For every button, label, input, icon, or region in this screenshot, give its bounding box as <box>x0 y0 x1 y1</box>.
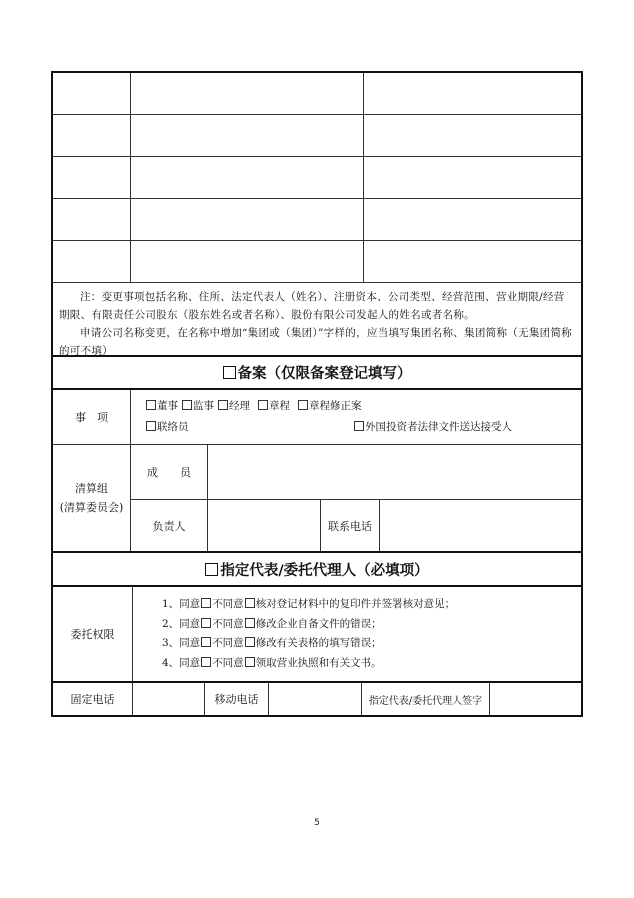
disagree-label: 不同意 <box>212 598 244 610</box>
table-row <box>53 199 581 241</box>
item-number: 1、 <box>162 598 180 610</box>
item-number: 2、 <box>162 617 180 630</box>
table-cell[interactable] <box>131 199 364 240</box>
disagree-label: 不同意 <box>212 637 244 649</box>
checkbox-icon[interactable] <box>354 421 364 431</box>
checkbox-icon[interactable] <box>182 400 192 410</box>
liquidation-label-line: 清算组 <box>75 482 108 495</box>
disagree-label: 不同意 <box>212 656 244 669</box>
matters-line <box>145 417 567 438</box>
disagree-checkbox[interactable] <box>245 598 255 608</box>
matters-options <box>131 390 581 444</box>
head-field[interactable] <box>208 500 321 551</box>
checkbox-icon[interactable] <box>146 400 156 410</box>
page-number: 5 <box>314 818 320 828</box>
option-director[interactable] <box>145 396 178 417</box>
checkbox-icon[interactable] <box>298 400 308 410</box>
table-row <box>53 157 581 199</box>
agree-label: 同意 <box>179 656 201 669</box>
members-row <box>131 445 581 500</box>
option-foreign-investor-agent[interactable] <box>353 417 512 438</box>
contact-phone-label: 联系电话 <box>321 500 380 551</box>
table-cell[interactable] <box>364 199 581 240</box>
option-label: 联络员 <box>157 421 189 433</box>
table-cell[interactable] <box>131 115 364 156</box>
option-label: 经理 <box>229 400 250 412</box>
table-row <box>53 73 581 115</box>
disagree-checkbox[interactable] <box>245 657 255 667</box>
disagree-checkbox[interactable] <box>245 637 255 647</box>
checkbox-icon[interactable] <box>218 400 228 410</box>
authority-text: 修改企业自备文件的错误； <box>255 617 382 630</box>
checkbox-icon[interactable] <box>146 421 156 431</box>
authority-label: 委托权限 <box>53 587 133 681</box>
option-articles-amendment[interactable] <box>297 396 362 417</box>
note-paragraph: 申请公司名称变更，在名称中增加“集团或（集团）”字样的，应当填写集团名称、集团简称（无集团简称的可不填） <box>59 327 573 357</box>
option-articles[interactable] <box>257 396 290 417</box>
liquidation-label <box>53 445 131 551</box>
table-row <box>53 241 581 283</box>
table-cell[interactable] <box>53 241 131 282</box>
agree-label: 同意 <box>179 598 201 610</box>
agree-label: 同意 <box>179 617 201 630</box>
matters-line <box>145 396 567 417</box>
head-label: 负责人 <box>131 500 208 551</box>
table-cell[interactable] <box>364 115 581 156</box>
option-manager[interactable] <box>217 396 250 417</box>
authority-row <box>53 587 581 683</box>
filing-section-title <box>53 357 581 390</box>
authority-options <box>133 587 581 681</box>
members-field[interactable] <box>208 445 581 499</box>
table-cell[interactable] <box>53 115 131 156</box>
authority-item <box>162 615 581 635</box>
table-cell[interactable] <box>131 157 364 198</box>
table-cell[interactable] <box>364 241 581 282</box>
liquidation-group-row <box>53 445 581 553</box>
disagree-label: 不同意 <box>212 617 244 630</box>
agent-section-title <box>53 553 581 587</box>
agent-checkbox[interactable] <box>205 563 218 576</box>
mobile-field[interactable] <box>269 683 362 715</box>
matters-label: 事 项 <box>53 390 131 444</box>
table-row <box>53 115 581 157</box>
table-cell[interactable] <box>364 73 581 114</box>
disagree-checkbox[interactable] <box>245 618 255 628</box>
change-items-note <box>53 283 581 357</box>
registration-form-table <box>51 71 583 717</box>
table-cell[interactable] <box>131 73 364 114</box>
signature-label: 指定代表/委托代理人签字 <box>362 683 490 715</box>
agree-checkbox[interactable] <box>201 618 211 628</box>
agree-label: 同意 <box>179 637 201 649</box>
authority-item <box>162 595 581 615</box>
authority-item <box>162 634 581 654</box>
landline-label: 固定电话 <box>53 683 133 715</box>
agree-checkbox[interactable] <box>201 657 211 667</box>
option-label: 章程 <box>269 400 290 412</box>
landline-field[interactable] <box>133 683 205 715</box>
liquidation-details <box>131 445 581 551</box>
item-number: 4、 <box>162 656 180 669</box>
option-supervisor[interactable] <box>181 396 214 417</box>
filing-checkbox[interactable] <box>223 366 236 379</box>
authority-text: 领取营业执照和有关文书。 <box>255 656 382 669</box>
option-label: 章程修正案 <box>309 400 362 412</box>
note-paragraph: 注：变更事项包括名称、住所、法定代表人（姓名）、注册资本、公司类型、经营范围、营业期限/经营期限、有限责任公司股东（股东姓名或者名称）、股份有限公司发起人的姓名或者名称。 <box>59 291 565 321</box>
checkbox-icon[interactable] <box>258 400 268 410</box>
option-label: 监事 <box>193 400 214 412</box>
agree-checkbox[interactable] <box>201 598 211 608</box>
option-label: 外国投资者法律文件送达接受人 <box>365 421 512 433</box>
table-cell[interactable] <box>53 199 131 240</box>
filing-title-text: 备案（仅限备案登记填写） <box>237 366 412 382</box>
authority-text: 核对登记材料中的复印件并签署核对意见； <box>255 598 456 610</box>
contact-phone-field[interactable] <box>380 500 581 551</box>
table-cell[interactable] <box>131 241 364 282</box>
item-number: 3、 <box>162 637 180 649</box>
liquidation-label-line: (清算委员会) <box>59 501 124 514</box>
table-cell[interactable] <box>364 157 581 198</box>
table-cell[interactable] <box>53 157 131 198</box>
agent-title-text: 指定代表/委托代理人（必填项） <box>220 562 429 579</box>
agree-checkbox[interactable] <box>201 637 211 647</box>
members-label: 成 员 <box>131 445 208 499</box>
mobile-label: 移动电话 <box>205 683 269 715</box>
authority-text: 修改有关表格的填写错误； <box>255 637 382 649</box>
option-liaison[interactable] <box>145 417 350 438</box>
option-label: 董事 <box>157 400 178 412</box>
authority-item <box>162 654 581 674</box>
signature-field[interactable] <box>490 683 581 715</box>
head-row <box>131 500 581 551</box>
filing-matters-row <box>53 390 581 445</box>
table-cell[interactable] <box>53 73 131 114</box>
agent-contact-row <box>53 683 581 715</box>
